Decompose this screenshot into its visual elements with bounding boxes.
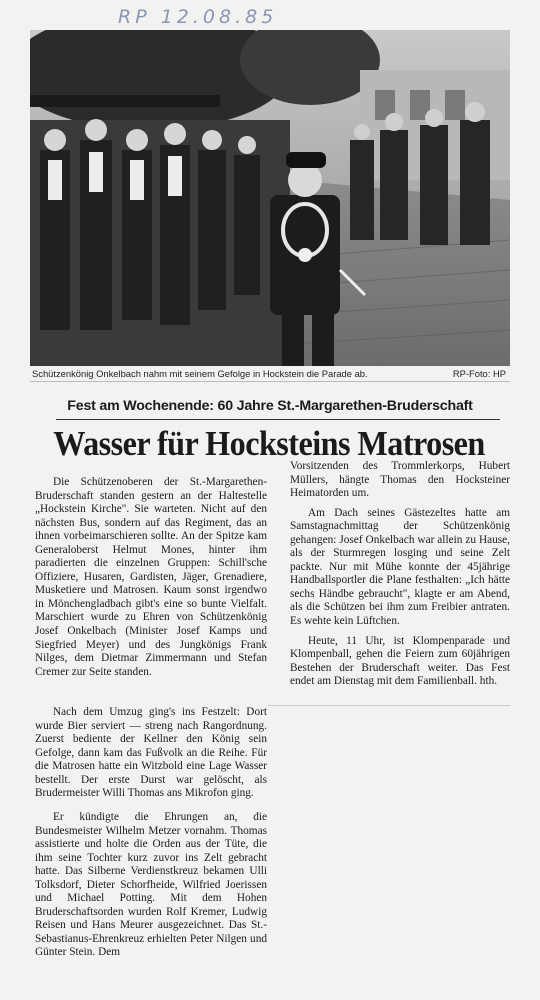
kicker-underline bbox=[56, 419, 500, 420]
article-paragraph: Die Schützenoberen der St.-Margarethen-Bruderschaft standen gestern an der Haltestelle „Hockstein Kirche". Sie warteten. Nicht auf den nächsten Bus, sondern auf das Regiment, das an ihnen vorbeimarschieren sollte. An der Spitze kam Generaloberst Helmut Mones, hinter ihm paradierten die einzelnen Gruppen: Schill'sche Offiziere, Husaren, Gardisten, Jäger, Grenadiere, Musketiere und Matrosen. Kaum sonst irgendwo in Mönchengladbach gibt's eine so bunte Vielfalt. Marschiert wurde zu Ehren von Schützenkönig Josef Onkelbach (Minister Josef Kamps und Siegfried Meyer) und des Jungkönigs Frank Nilges, dem Dietmar Zimmermann und Stefan Cremer zur Seite standen. bbox=[35, 476, 267, 678]
photo-caption-text: Schützenkönig Onkelbach nahm mit seinem Gefolge in Hockstein die Parade ab. bbox=[32, 368, 368, 379]
article-column-left-end bbox=[35, 811, 267, 966]
article-column-left bbox=[35, 476, 267, 685]
article-paragraph: Heute, 11 Uhr, ist Klompenparade und Klompenball, gehen die Feiern zum 60jährigen Bestehen der Bruderschaft weiter. Das Fest endet am Dienstag mit dem Familienball. hth. bbox=[290, 634, 510, 688]
divider bbox=[30, 381, 510, 382]
parade-photo bbox=[30, 30, 510, 366]
handwritten-date-note: RP 12.08.85 bbox=[118, 6, 278, 28]
article-paragraph: Nach dem Umzug ging's ins Festzelt: Dort wurde Bier serviert — streng nach Rangordnung. Zuerst bediente der Kellner den König sein Gefolge, dann kam das Fußvolk an die Reihe. Für die Matrosen hatte ein Witzbold eine Lage Wasser bestellt. Der erste Durst war gelöscht, als Brudermeister Willi Thomas ans Mikrofon ging. bbox=[35, 706, 267, 800]
article-column-right bbox=[290, 460, 510, 695]
article-column-left-continued bbox=[35, 706, 267, 807]
parade-photo-image bbox=[30, 30, 510, 366]
article-paragraph: Vorsitzenden des Trommlerkorps, Hubert Müllers, hängte Thomas den Hocksteiner Heimatorden um. bbox=[290, 460, 510, 500]
article-kicker: Fest am Wochenende: 60 Jahre St.-Margarethen-Bruderschaft bbox=[67, 398, 473, 414]
article-headline: Wasser für Hocksteins Matrosen bbox=[53, 424, 485, 463]
article-paragraph: Er kündigte die Ehrungen an, die Bundesmeister Wilhelm Metzer vornahm. Thomas assistierte und holte die Orden aus der Tüte, die ihm seine Tochter kurz zuvor ins Zelt gebracht hatte. Das Silberne Verdienstkreuz bekamen Ulli Tolksdorf, Dieter Schorfheide, Wilfried Joerissen und Michael Potting. Mit dem Hohen Bruderschaftsorden wurden Rolf Kremer, Ludwig Reisen und Hans Meurer ausgezeichnet. Das St.-Sebastianus-Ehrenkreuz erhielten Peter Nilgen und Günter Stein. Dem bbox=[35, 811, 267, 959]
photo-caption bbox=[32, 368, 510, 379]
photo-credit: RP-Foto: HP bbox=[452, 368, 506, 379]
article-paragraph: Am Dach seines Gästezeltes hatte am Samstagnachmittag der Schützenkönig gehangen: Josef Onkelbach war allein zu Hause, als der Sturmregen losging und seine Zelt packte. Nur mit Mühe konnte der 45jährige Handballsportler die Plane festhalten: „Ich hätte sechs Händbe gebraucht", klagte er am Abend, als die Schützen bei ihm zum Freibier antraten. Es wehte kein Lüftchen. bbox=[290, 506, 510, 628]
divider bbox=[268, 705, 510, 706]
